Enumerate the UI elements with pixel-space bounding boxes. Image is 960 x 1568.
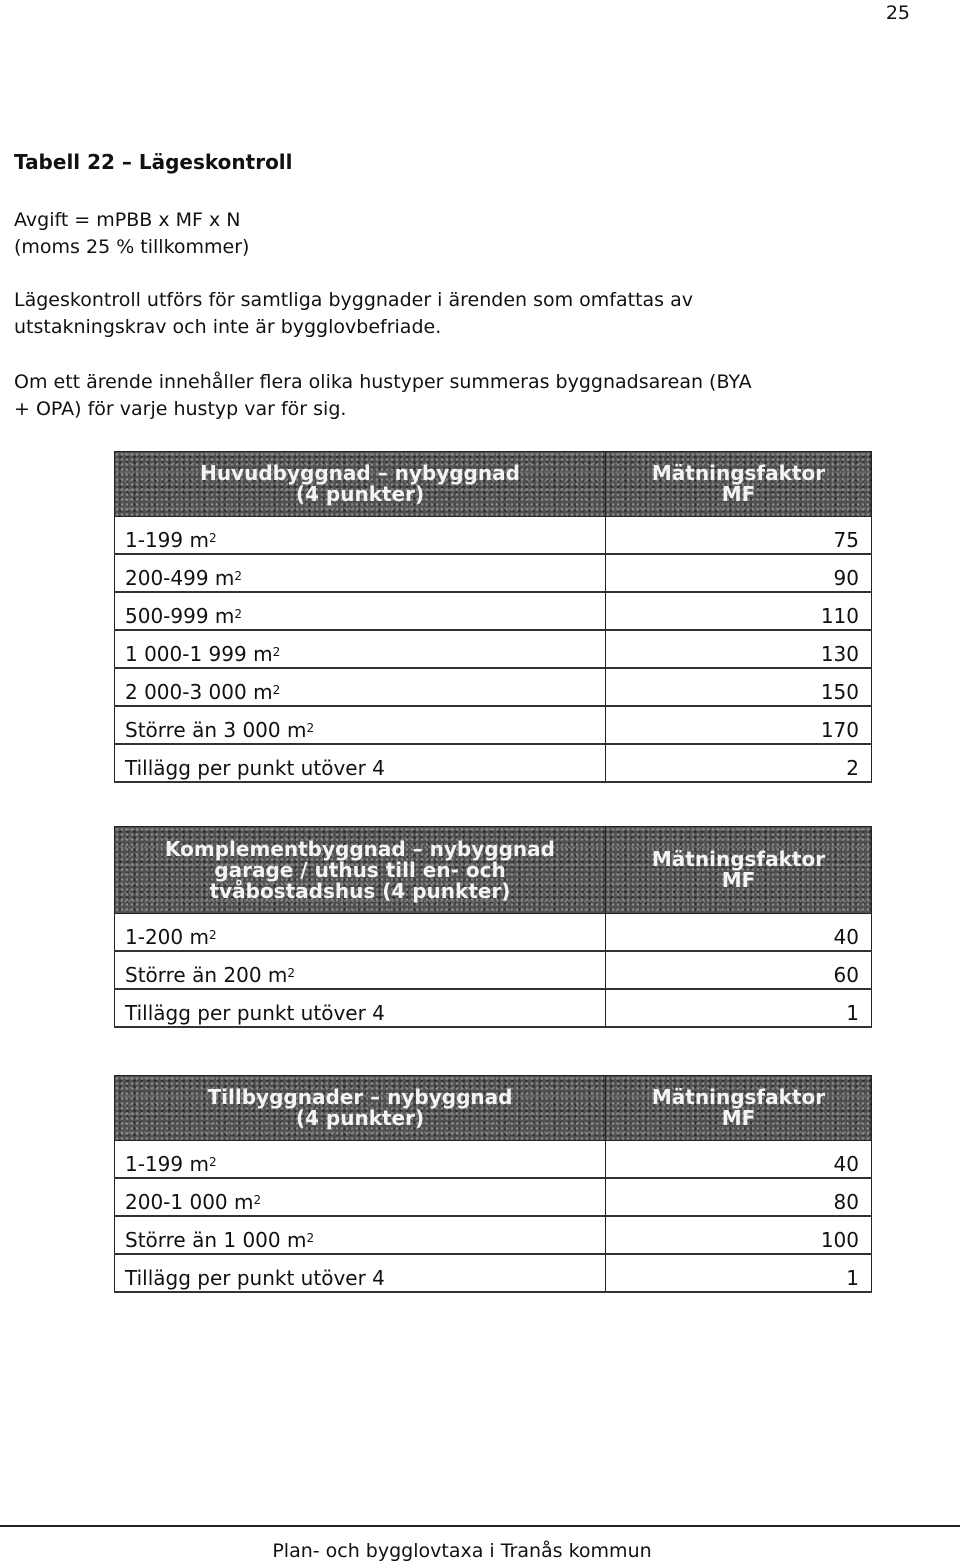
table-row: [115, 1141, 872, 1179]
area-range-label: 200-499 m: [125, 566, 235, 590]
area-range-cell: [115, 951, 606, 989]
area-range-label: Större än 3 000 m: [125, 718, 307, 742]
table-row: [115, 951, 872, 989]
table-row: [115, 744, 872, 782]
category-header-line: garage / uthus till en- och: [214, 857, 506, 882]
table-row: [115, 706, 872, 744]
factor-value-cell: 150: [606, 668, 872, 706]
table-row: [115, 1216, 872, 1254]
unit-superscript: 2: [253, 1193, 262, 1207]
unit-superscript: 2: [234, 569, 243, 583]
extension-table: [114, 1075, 872, 1293]
table-row: [115, 1254, 872, 1292]
area-range-label: Tillägg per punkt utöver 4: [125, 756, 385, 780]
factor-value-cell: 130: [606, 630, 872, 668]
area-range-cell: [115, 592, 606, 630]
page-number: 25: [885, 2, 910, 24]
area-range-cell: [115, 914, 606, 952]
area-range-label: 1-199 m: [125, 1152, 209, 1176]
fee-formula: Avgift = mPBB x MF x N: [14, 209, 241, 231]
area-range-cell: [115, 744, 606, 782]
table-row: [115, 668, 872, 706]
unit-superscript: 2: [306, 1231, 315, 1245]
area-range-cell: [115, 630, 606, 668]
area-range-label: 200-1 000 m: [125, 1190, 254, 1214]
category-header-line: Komplementbyggnad – nybyggnad: [165, 836, 555, 861]
table-heading: Tabell 22 – Lägeskontroll: [14, 150, 293, 174]
area-range-cell: [115, 1254, 606, 1292]
area-range-label: 1-199 m: [125, 528, 209, 552]
category-header-line: Tillbyggnader – nybyggnad: [207, 1085, 513, 1109]
factor-value-cell: 75: [606, 517, 872, 555]
factor-header: [606, 827, 872, 914]
factor-value-cell: 40: [606, 914, 872, 952]
area-range-cell: [115, 517, 606, 555]
area-range-label: Större än 1 000 m: [125, 1228, 307, 1252]
factor-value-cell: 90: [606, 554, 872, 592]
main-building-table: [114, 451, 872, 783]
table-row: [115, 517, 872, 555]
area-range-label: 2 000-3 000 m: [125, 680, 273, 704]
area-range-cell: [115, 1141, 606, 1179]
factor-value-cell: 110: [606, 592, 872, 630]
table-row: [115, 914, 872, 952]
page-footer: Plan- och bygglovtaxa i Tranås kommun: [272, 1540, 652, 1562]
factor-header-line: MF: [721, 868, 756, 892]
scope-text-line-1: Lägeskontroll utförs för samtliga byggnader i ärenden som omfattas av: [14, 289, 693, 311]
unit-superscript: 2: [208, 928, 217, 942]
factor-value-cell: 100: [606, 1216, 872, 1254]
footer-divider: [0, 1525, 960, 1527]
factor-value-cell: 80: [606, 1178, 872, 1216]
unit-superscript: 2: [272, 645, 281, 659]
area-range-cell: [115, 1216, 606, 1254]
factor-header: [606, 1076, 872, 1141]
summation-text-line-1: Om ett ärende innehåller flera olika hustyper summeras byggnadsarean (BYA: [14, 371, 752, 393]
table-row: [115, 630, 872, 668]
factor-header-line: MF: [721, 1106, 756, 1130]
unit-superscript: 2: [208, 531, 217, 545]
area-range-label: Större än 200 m: [125, 963, 288, 987]
factor-value-cell: 40: [606, 1141, 872, 1179]
area-range-label: 1 000-1 999 m: [125, 642, 273, 666]
table-row: [115, 1178, 872, 1216]
factor-header: [606, 452, 872, 517]
category-header-line: (4 punkter): [295, 1106, 425, 1130]
area-range-cell: [115, 1178, 606, 1216]
accessory-building-table: [114, 826, 872, 1028]
area-range-label: Tillägg per punkt utöver 4: [125, 1001, 385, 1025]
area-range-cell: [115, 554, 606, 592]
unit-superscript: 2: [272, 683, 281, 697]
table-row: [115, 989, 872, 1027]
category-header-line: (4 punkter): [295, 482, 425, 506]
table-row: [115, 554, 872, 592]
unit-superscript: 2: [287, 966, 296, 980]
area-range-cell: [115, 706, 606, 744]
factor-value-cell: 170: [606, 706, 872, 744]
scope-text-line-2: utstakningskrav och inte är bygglovbefriade.: [14, 316, 442, 338]
area-range-label: 1-200 m: [125, 925, 209, 949]
factor-header-line: Mätningsfaktor: [651, 847, 826, 871]
summation-text-line-2: + OPA) för varje hustyp var för sig.: [14, 398, 347, 420]
factor-header-line: MF: [721, 482, 756, 506]
area-range-label: 500-999 m: [125, 604, 235, 628]
factor-value-cell: 60: [606, 951, 872, 989]
unit-superscript: 2: [208, 1155, 217, 1169]
unit-superscript: 2: [306, 721, 315, 735]
vat-note: (moms 25 % tillkommer): [14, 236, 250, 258]
category-header-line: Huvudbyggnad – nybyggnad: [200, 461, 520, 485]
unit-superscript: 2: [234, 607, 243, 621]
factor-header-line: Mätningsfaktor: [651, 461, 826, 485]
area-range-cell: [115, 668, 606, 706]
factor-value-cell: 1: [606, 1254, 872, 1292]
category-header: [115, 827, 606, 914]
factor-header-line: Mätningsfaktor: [651, 1085, 826, 1109]
area-range-cell: [115, 989, 606, 1027]
table-row: [115, 592, 872, 630]
category-header-line: tvåbostadshus (4 punkter): [209, 878, 511, 903]
category-header: [115, 1076, 606, 1141]
factor-value-cell: 1: [606, 989, 872, 1027]
factor-value-cell: 2: [606, 744, 872, 782]
area-range-label: Tillägg per punkt utöver 4: [125, 1266, 385, 1290]
category-header: [115, 452, 606, 517]
